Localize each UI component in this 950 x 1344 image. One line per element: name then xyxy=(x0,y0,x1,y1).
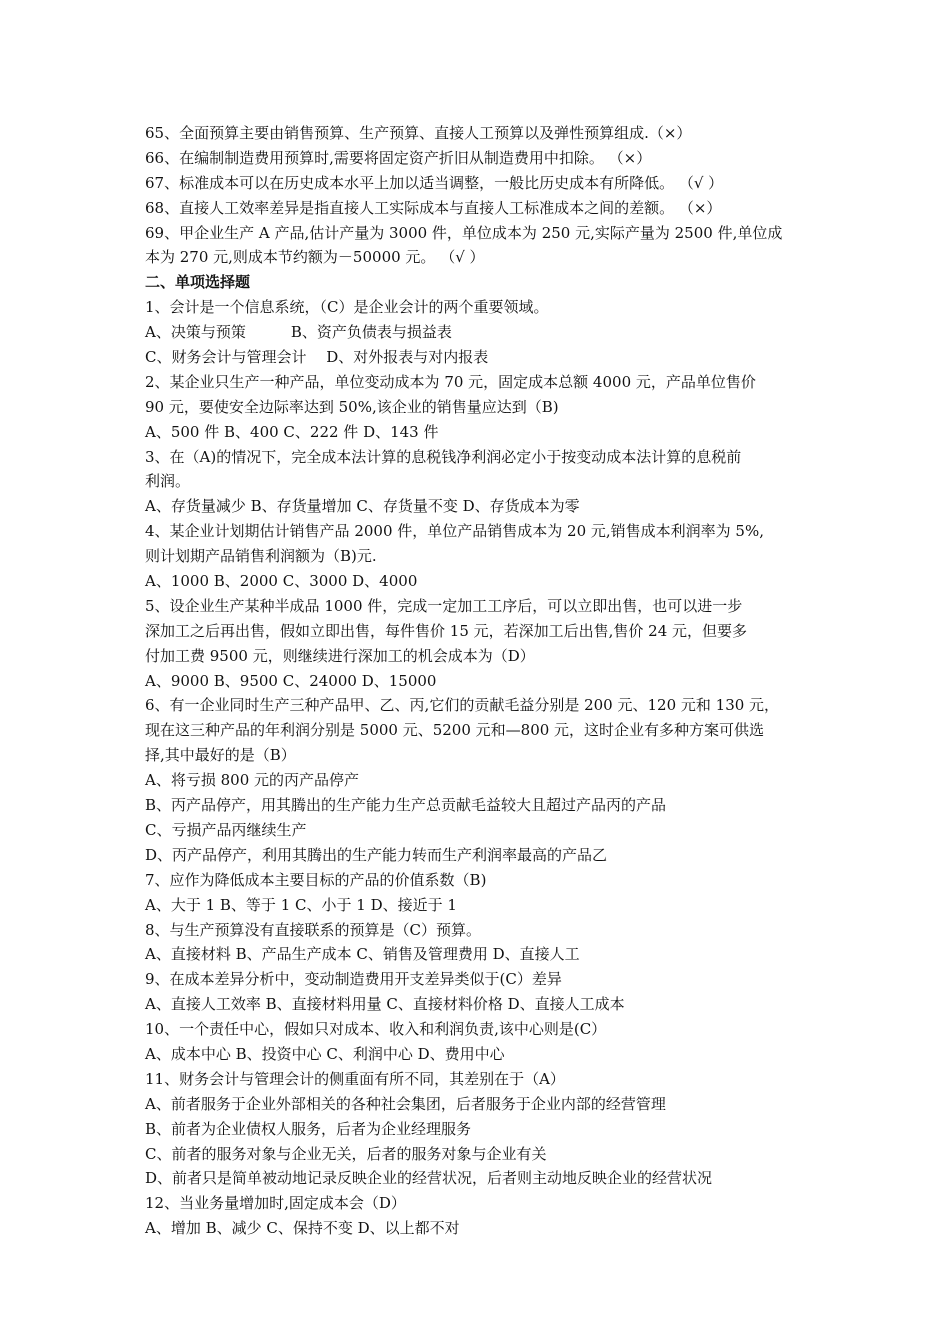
text-line: A、决策与预策 B、资产负债表与损益表 xyxy=(145,323,452,342)
text-line: 利润。 xyxy=(145,472,191,491)
text-line: 69、甲企业生产 A 产品,估计产量为 3000 件，单位成本为 250 元,实际产量为 2500 件,单位成 xyxy=(145,223,783,242)
text-line: A、直接人工效率 B、直接材料用量 C、直接材料价格 D、直接人工成本 xyxy=(145,995,625,1014)
text-line: A、大于 1 B、等于 1 C、小于 1 D、接近于 1 xyxy=(145,895,457,914)
text-line: A、1000 B、2000 C、3000 D、4000 xyxy=(145,572,418,591)
text-line: 深加工之后再出售，假如立即出售，每件售价 15 元，若深加工后出售,售价 24 元，但要多 xyxy=(145,621,748,640)
text-line: 2、某企业只生产一种产品，单位变动成本为 70 元，固定成本总额 4000 元，产品单位售价 xyxy=(145,372,756,391)
text-line: 68、直接人工效率差异是指直接人工实际成本与直接人工标准成本之间的差额。 （×） xyxy=(145,198,722,217)
text-line: 12、当业务量增加时,固定成本会（D） xyxy=(145,1194,406,1213)
text-line: 90 元，要使安全边际率达到 50%,该企业的销售量应达到（B) xyxy=(145,397,559,416)
text-line: D、丙产品停产，利用其腾出的生产能力转而生产利润率最高的产品乙 xyxy=(145,845,608,864)
text-line: 11、财务会计与管理会计的侧重面有所不同，其差别在于（A） xyxy=(145,1069,565,1088)
text-line: 66、在编制制造费用预算时,需要将固定资产折旧从制造费用中扣除。 （×） xyxy=(145,148,652,167)
text-line: 8、与生产预算没有直接联系的预算是（C）预算。 xyxy=(145,920,482,939)
text-line: 10、一个责任中心，假如只对成本、收入和利润负责,该中心则是(C） xyxy=(145,1020,607,1039)
text-line: A、9000 B、9500 C、24000 D、15000 xyxy=(145,671,437,690)
text-line: D、前者只是简单被动地记录反映企业的经营状况，后者则主动地反映企业的经营状况 xyxy=(145,1169,713,1188)
document-page xyxy=(145,121,835,1241)
text-line: 3、在（A)的情况下，完全成本法计算的息税钱净利润必定小于按变动成本法计算的息税前 xyxy=(145,447,742,466)
text-line: 65、全面预算主要由销售预算、生产预算、直接人工预算以及弹性预算组成.（×） xyxy=(145,124,692,142)
section-heading: 二、单项选择题 xyxy=(145,273,251,292)
text-line: 则计划期产品销售利润额为（B)元. xyxy=(145,547,377,566)
text-line: C、亏损产品丙继续生产 xyxy=(145,820,307,839)
text-line: 9、在成本差异分析中，变动制造费用开支差异类似于(C）差异 xyxy=(145,970,562,989)
text-line: B、前者为企业债权人服务，后者为企业经理服务 xyxy=(145,1119,472,1138)
text-line: 付加工费 9500 元，则继续进行深加工的机会成本为（D） xyxy=(145,646,535,665)
text-line: 本为 270 元,则成本节约额为－50000 元。 （√ ） xyxy=(145,248,485,267)
text-line: A、增加 B、减少 C、保持不变 D、以上都不对 xyxy=(145,1219,460,1238)
text-line: 4、某企业计划期估计销售产品 2000 件，单位产品销售成本为 20 元,销售成本利润率为 5%, xyxy=(145,522,764,541)
text-line: A、成本中心 B、投资中心 C、利润中心 D、费用中心 xyxy=(145,1044,505,1063)
text-line: 1、会计是一个信息系统，（C）是企业会计的两个重要领域。 xyxy=(145,298,549,317)
text-line: 5、设企业生产某种半成品 1000 件，完成一定加工工序后，可以立即出售，也可以进一步 xyxy=(145,596,743,615)
text-line: 择,其中最好的是（B） xyxy=(145,746,296,765)
text-line: 现在这三种产品的年利润分别是 5000 元、5200 元和—800 元，这时企业有多种方案可供选 xyxy=(145,721,765,740)
text-line: 67、标准成本可以在历史成本水平上加以适当调整，一般比历史成本有所降低。 （√ ） xyxy=(145,173,724,192)
text-line: C、前者的服务对象与企业无关，后者的服务对象与企业有关 xyxy=(145,1144,547,1163)
text-line: A、将亏损 800 元的丙产品停产 xyxy=(145,771,360,790)
text-line: A、存货量减少 B、存货量增加 C、存货量不变 D、存货成本为零 xyxy=(145,497,580,516)
text-line: A、直接材料 B、产品生产成本 C、销售及管理费用 D、直接人工 xyxy=(145,945,580,964)
text-line: A、500 件 B、400 C、222 件 D、143 件 xyxy=(145,422,439,441)
text-line: A、前者服务于企业外部相关的各种社会集团，后者服务于企业内部的经营管理 xyxy=(145,1094,666,1113)
text-line: 6、有一企业同时生产三种产品甲、乙、丙,它们的贡献毛益分别是 200 元、120 元和 130 元， xyxy=(145,696,780,715)
text-line: 7、应作为降低成本主要目标的产品的价值系数（B) xyxy=(145,870,487,889)
text-line: B、丙产品停产，用其腾出的生产能力生产总贡献毛益较大且超过产品丙的产品 xyxy=(145,796,667,815)
text-line: C、财务会计与管理会计 D、对外报表与对内报表 xyxy=(145,348,489,367)
